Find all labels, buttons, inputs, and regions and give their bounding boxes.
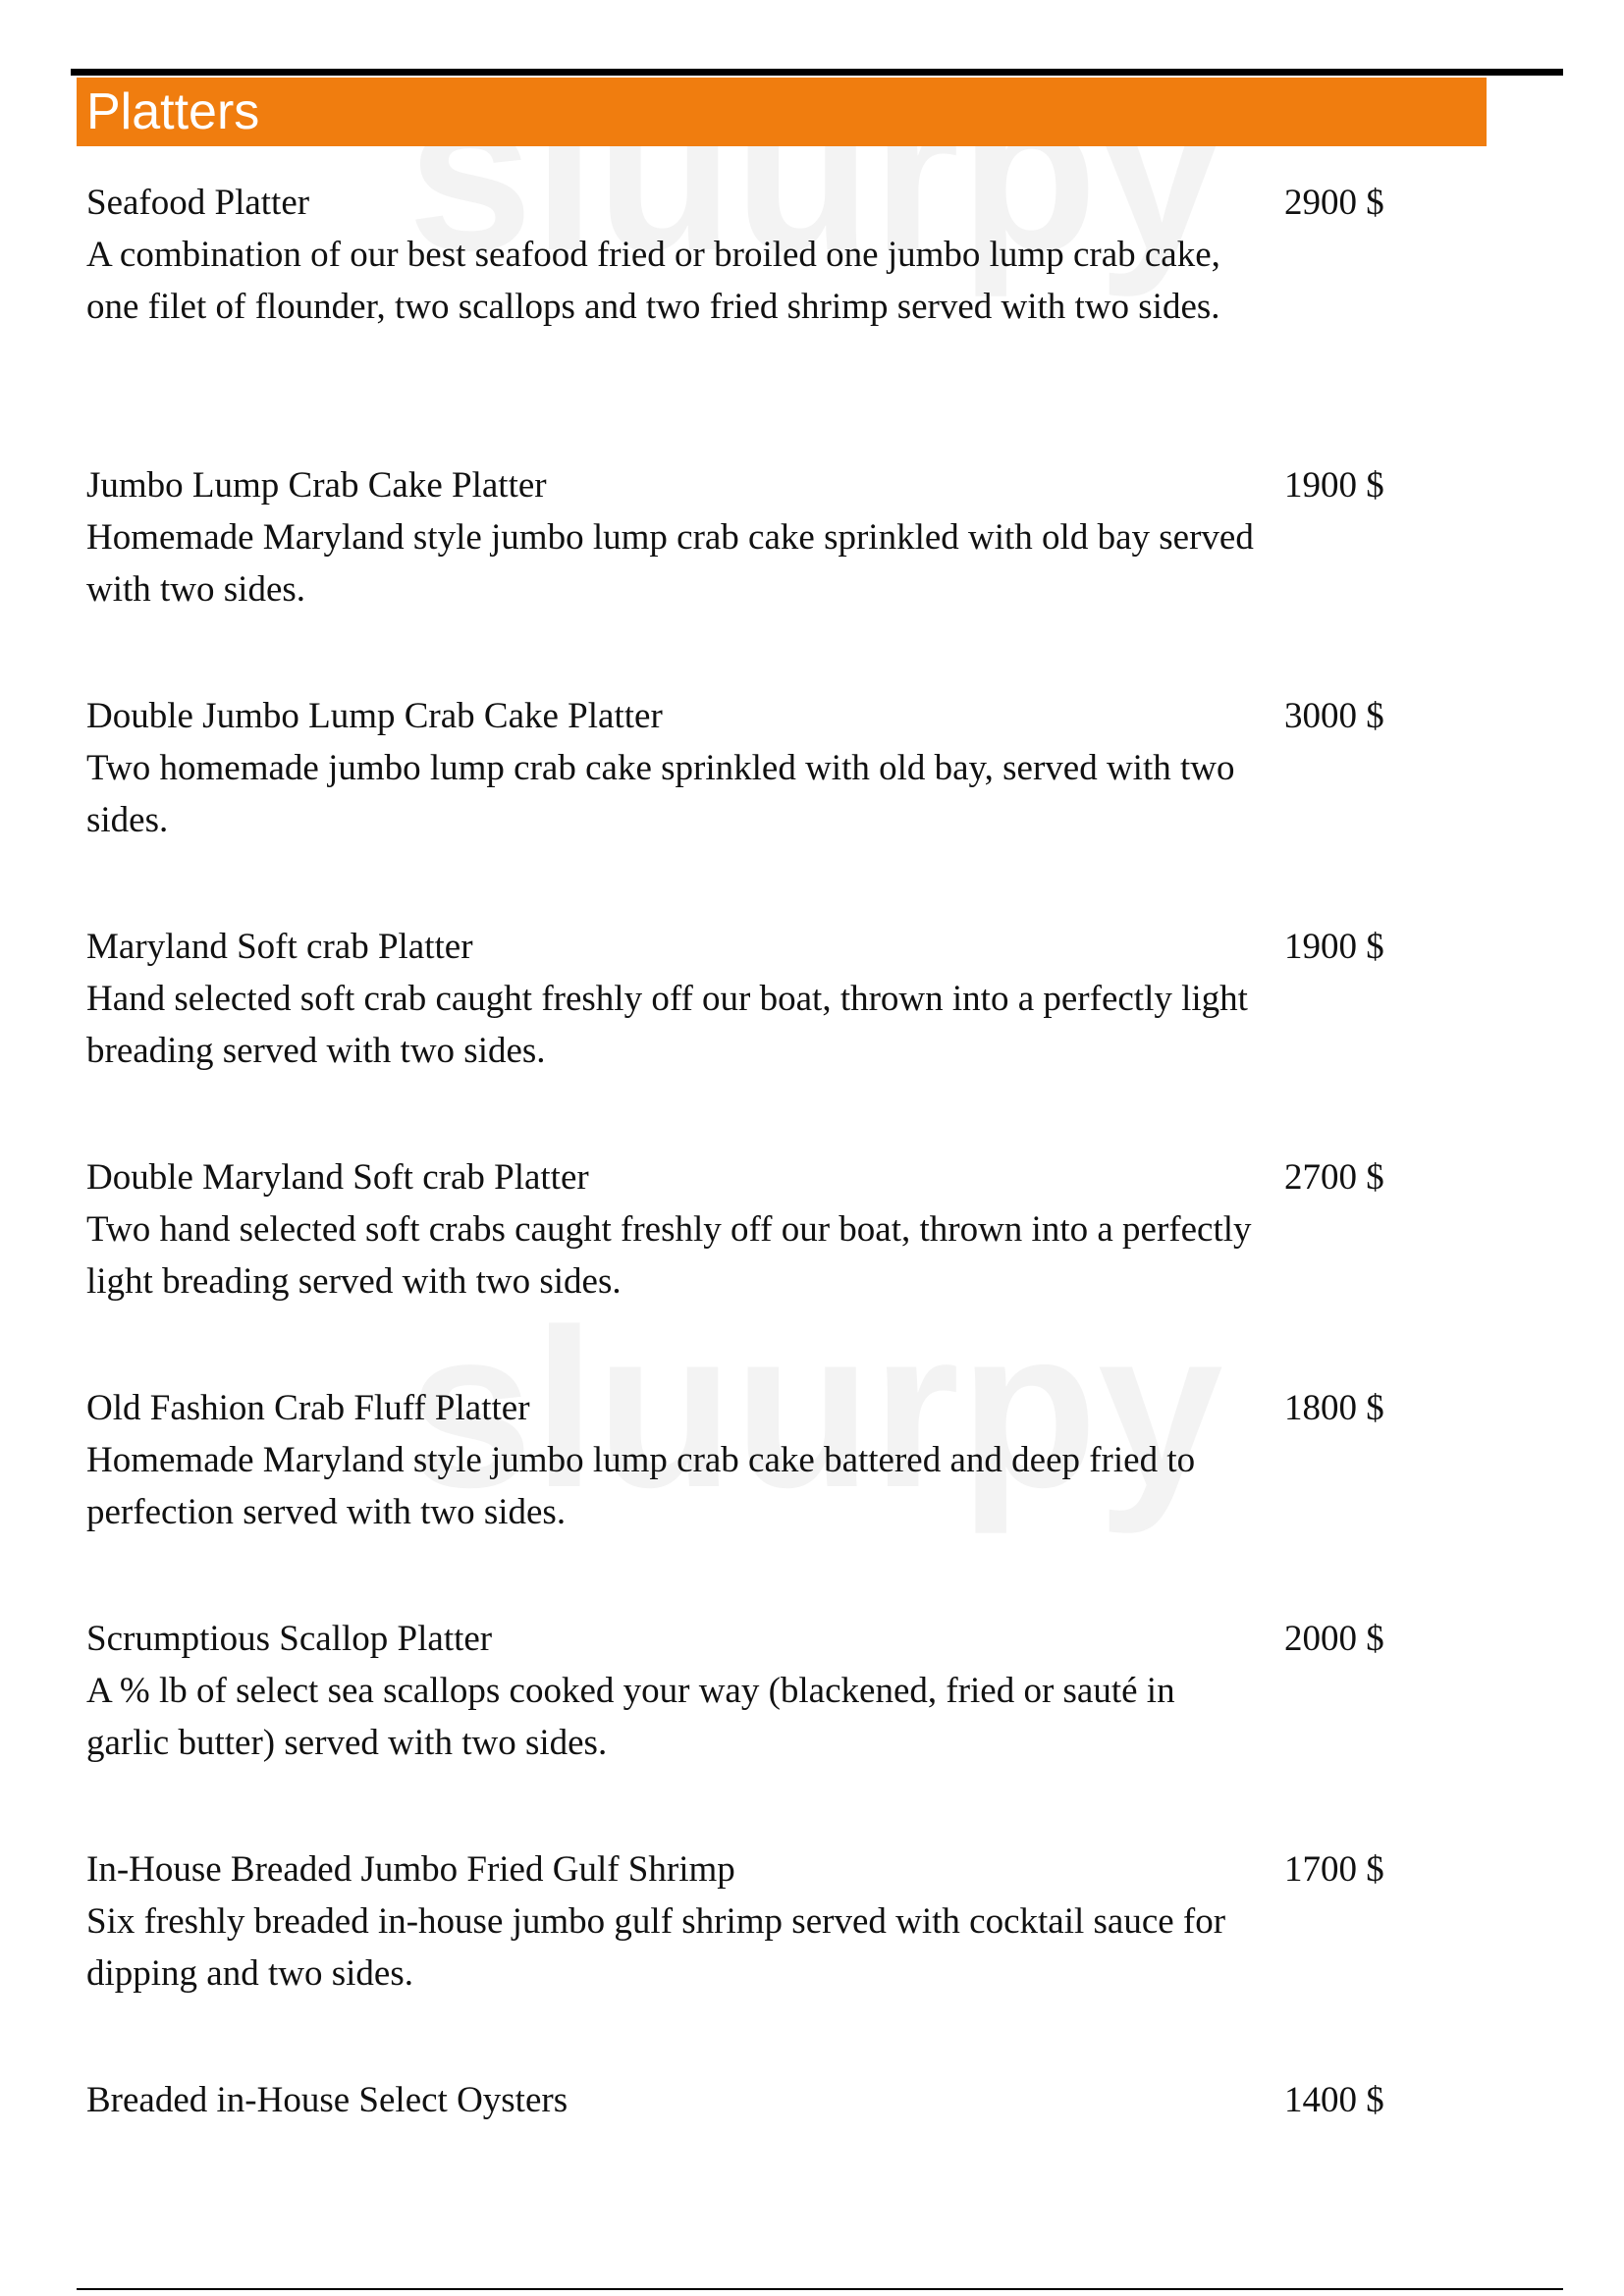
item-price: 1900 $: [1284, 465, 1384, 506]
section-title: Platters: [86, 83, 260, 140]
item-name: Scrumptious Scallop Platter: [86, 1619, 493, 1659]
item-price: 1800 $: [1284, 1388, 1384, 1428]
top-divider: [71, 69, 1563, 76]
item-name: Double Maryland Soft crab Platter: [86, 1157, 589, 1198]
bottom-divider: [77, 2288, 1563, 2290]
item-description: Two hand selected soft crabs caught freshly off our boat, thrown into a perfectly light breading served with two sides.: [86, 1209, 1252, 1302]
item-price: 2000 $: [1284, 1619, 1384, 1659]
menu-item: [86, 921, 1402, 1077]
menu-item: [86, 2074, 1402, 2126]
item-name: In-House Breaded Jumbo Fried Gulf Shrimp: [86, 1849, 735, 1890]
item-price: 1400 $: [1284, 2080, 1384, 2120]
item-description: Six freshly breaded in-house jumbo gulf shrimp served with cocktail sauce for dipping and two sides.: [86, 1901, 1226, 1994]
item-name: Seafood Platter: [86, 183, 310, 223]
menu-item: [86, 459, 1402, 615]
item-description: A combination of our best seafood fried or broiled one jumbo lump crab cake, one filet of flounder, two scallops and two fried shrimp served with two sides.: [86, 235, 1220, 327]
section-header: [77, 78, 1487, 146]
menu-item: [86, 1151, 1402, 1308]
item-price: 3000 $: [1284, 696, 1384, 736]
item-price: 2700 $: [1284, 1157, 1384, 1198]
item-description: A % lb of select sea scallops cooked your way (blackened, fried or sauté in garlic butter) served with two sides.: [86, 1671, 1175, 1763]
item-name: Jumbo Lump Crab Cake Platter: [86, 465, 547, 506]
item-price: 1900 $: [1284, 927, 1384, 967]
menu-item: [86, 1382, 1402, 1538]
item-description: Homemade Maryland style jumbo lump crab cake sprinkled with old bay served with two sides.: [86, 517, 1254, 610]
item-price: 1700 $: [1284, 1849, 1384, 1890]
item-price: 2900 $: [1284, 183, 1384, 223]
item-name: Old Fashion Crab Fluff Platter: [86, 1388, 530, 1428]
item-name: Maryland Soft crab Platter: [86, 927, 473, 967]
item-name: Double Jumbo Lump Crab Cake Platter: [86, 696, 663, 736]
item-description: Hand selected soft crab caught freshly off our boat, thrown into a perfectly light breading served with two sides.: [86, 979, 1248, 1071]
menu-item: [86, 690, 1402, 846]
item-name: Breaded in-House Select Oysters: [86, 2080, 568, 2120]
item-description: Homemade Maryland style jumbo lump crab cake battered and deep fried to perfection served with two sides.: [86, 1440, 1196, 1532]
menu-item: [86, 1613, 1402, 1769]
item-description: Two homemade jumbo lump crab cake sprinkled with old bay, served with two sides.: [86, 748, 1235, 840]
menu-item: [86, 177, 1402, 333]
menu-item: [86, 1843, 1402, 2000]
